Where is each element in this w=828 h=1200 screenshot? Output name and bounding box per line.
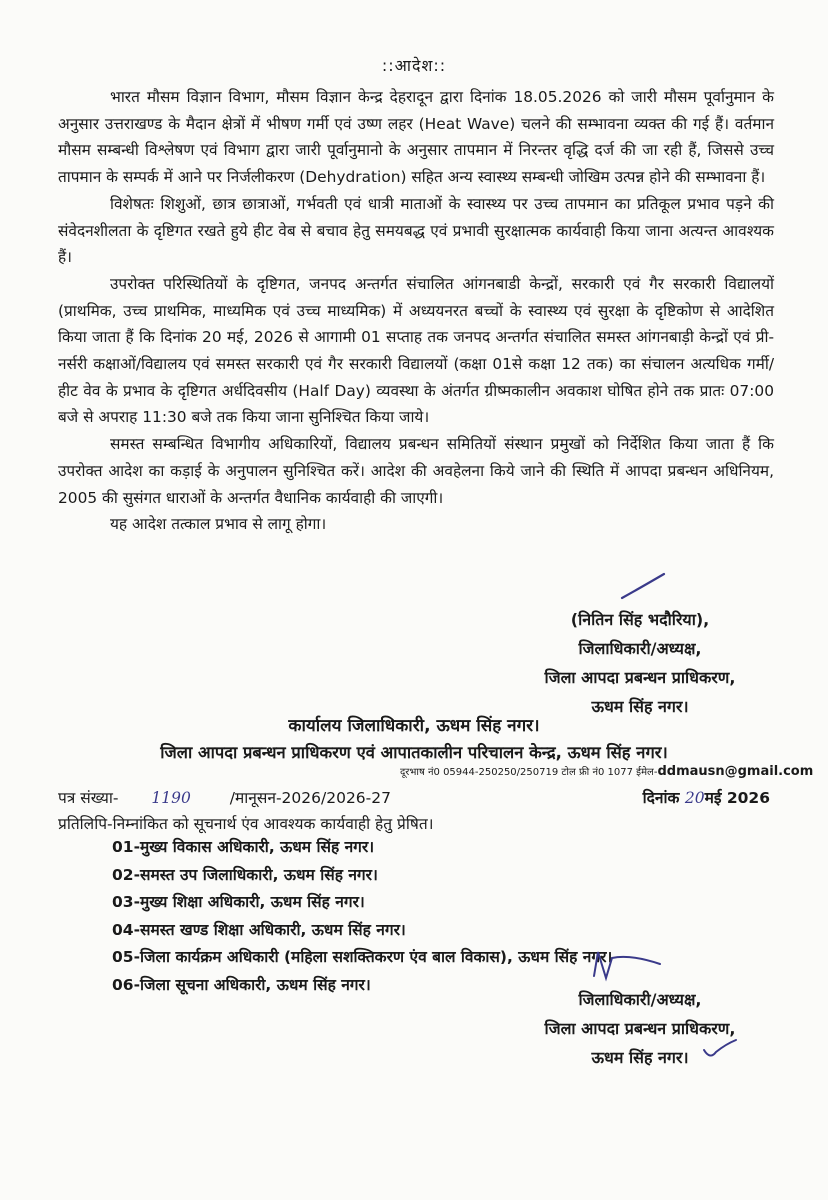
- letter-number-suffix: /मानूसन-2026/2026-27: [229, 789, 391, 807]
- paragraph-compliance-directive: समस्त सम्बन्धित विभागीय अधिकारियों, विद्यालय प्रबन्धन समितियों संस्थान प्रमुखों को निर्देशित किया जाता हैं कि उपरोक्त आदेश का कड़ाई के अनुपालन सुनिश्चित करें। आदेश की अवहेलना किये जाने की स्थिति में आपदा प्रबन्धन अधिनियम, 2005 की सुसंगत धाराओं के अन्तर्गत वैधानिक कार्यवाही की जाएगी।: [58, 435, 774, 507]
- signature-stroke-primary: [622, 574, 664, 598]
- signatory-name: (नितिन सिंह भदौरिया),: [570, 610, 710, 629]
- list-item: 06-जिला सूचना अधिकारी, ऊधम सिंह नगर।: [112, 975, 371, 994]
- signatory-place: ऊधम सिंह नगर।: [591, 697, 689, 716]
- date-day-handwritten: 20: [684, 789, 705, 807]
- office-contact: [400, 764, 813, 779]
- list-item: 03-मुख्य शिक्षा अधिकारी, ऊधम सिंह नगर।: [112, 893, 365, 911]
- letter-number-handwritten: 1190: [151, 789, 191, 807]
- paragraph-effective-immediately: यह आदेश तत्काल प्रभाव से लागू होगा।: [110, 515, 327, 534]
- letter-number: [58, 786, 391, 808]
- paragraph-vulnerable-groups: विशेषतः शिशुओं, छात्र छात्राओं, गर्भवती एवं धात्री माताओं के स्वास्थ्य पर उच्च तापमान का प्रतिकूल प्रभाव पड़ने की संवेदनशीलता के दृष्टिगत रखते हुये हीट वेब से बचाव हेतु समयबद्ध एवं प्रभावी सुरक्षात्मक कार्यवाही किया जाना अत्यन्त आवश्यक हैं।: [58, 194, 774, 267]
- signature-block-primary: [510, 605, 770, 721]
- list-item: 05-जिला कार्यक्रम अधिकारी (महिला सशक्तिकरण एंव बाल विकास), ऊधम सिंह नगर।: [112, 948, 613, 966]
- date-month-year: मई 2026: [704, 789, 770, 807]
- order-body: [58, 84, 774, 538]
- date-label: दिनांक: [642, 789, 680, 807]
- paragraph-school-timing-order: उपरोक्त परिस्थितियों के दृष्टिगत, जनपद अन्तर्गत संचालित आंगनबाडी केन्द्रों, सरकारी एवं गैर सरकारी विद्यालयों (प्राथमिक, उच्च प्राथमिक, माध्यमिक एवं उच्च माध्यमिक) में अध्ययनरत बच्चों के स्वास्थ्य एवं सुरक्षा के दृष्टिकोण से आदेशित किया जाता हैं कि दिनांक 20 मई, 2026 से आगामी 01 सप्ताह तक जनपद अन्तर्गत संचालित समस्त आंगनबाड़ी केन्द्रों एवं प्री-नर्सरी कक्षाओं/विद्यालय एवं समस्त सरकारी एवं गैर सरकारी विद्यालयों (कक्षा 01से कक्षा 12 तक) का संचालन अत्यधिक गर्मी/हीट वेव के प्रभाव के दृष्टिगत अर्धदिवसीय (Half Day) व्यवस्था के अंतर्गत ग्रीष्मकालीन अवकाश घोषित होने तक प्रातः 07:00 बजे से अपराह 11:30 बजे तक किया जाना सुनिश्चित किया जाये।: [58, 274, 774, 427]
- order-heading: ::आदेश::: [381, 56, 447, 75]
- contact-phone: दूरभाष नं0 05944-250250/250719 टोल फ्री नं0 1077 ईमेल-: [400, 767, 658, 778]
- signatory-designation: जिलाधिकारी/अध्यक्ष,: [578, 990, 702, 1009]
- list-item: 04-समस्त खण्ड शिक्षा अधिकारी, ऊधम सिंह नगर।: [112, 920, 406, 939]
- contact-email: ddmausn@gmail.com: [657, 764, 814, 779]
- signatory-authority: जिला आपदा प्रबन्धन प्राधिकरण,: [544, 1019, 736, 1038]
- copy-to-intro: प्रतिलिपि-निम्नांकित को सूचनार्थ एंव आवश्यक कार्यवाही हेतु प्रेषित।: [58, 815, 434, 833]
- list-item: 01-मुख्य विकास अधिकारी, ऊधम सिंह नगर।: [112, 838, 375, 856]
- office-subtitle: जिला आपदा प्रबन्धन प्राधिकरण एवं आपातकालीन परिचालन केन्द्र, ऊधम सिंह नगर।: [160, 743, 668, 762]
- list-item: 02-समस्त उप जिलाधिकारी, ऊधम सिंह नगर।: [112, 865, 378, 884]
- office-title: कार्यालय जिलाधिकारी, ऊधम सिंह नगर।: [288, 716, 540, 736]
- copy-to-list: [112, 834, 612, 999]
- paragraph-weather-forecast: भारत मौसम विज्ञान विभाग, मौसम विज्ञान केन्द्र देहरादून द्वारा दिनांक 18.05.2026 को जारी मौसम पूर्वानुमान के अनुसार उत्तराखण्ड के मैदान क्षेत्रों में भीषण गर्मी एवं उष्ण लहर (Heat Wave) चलने की सम्भावना व्यक्त की गई हैं। वर्तमान मौसम सम्बन्धी विश्लेषण एवं विभाग द्वारा जारी पूर्वानुमानो के अनुसार तापमान में निरन्तर वृद्धि दर्ज की जा रही हैं, जिससे उच्च तापमान के सम्पर्क में आने पर निर्जलीकरण (Dehydration) सहित अन्य स्वास्थ्य सम्बन्धी जोखिम उत्पन्न होने की सम्भावना हैं।: [58, 88, 774, 187]
- signatory-designation: जिलाधिकारी/अध्यक्ष,: [578, 639, 702, 658]
- signatory-authority: जिला आपदा प्रबन्धन प्राधिकरण,: [544, 668, 736, 687]
- signatory-place: ऊधम सिंह नगर।: [591, 1048, 689, 1067]
- letter-number-prefix: पत्र संख्या-: [58, 789, 119, 807]
- signature-block-secondary: [520, 985, 760, 1072]
- letter-date: [643, 786, 770, 808]
